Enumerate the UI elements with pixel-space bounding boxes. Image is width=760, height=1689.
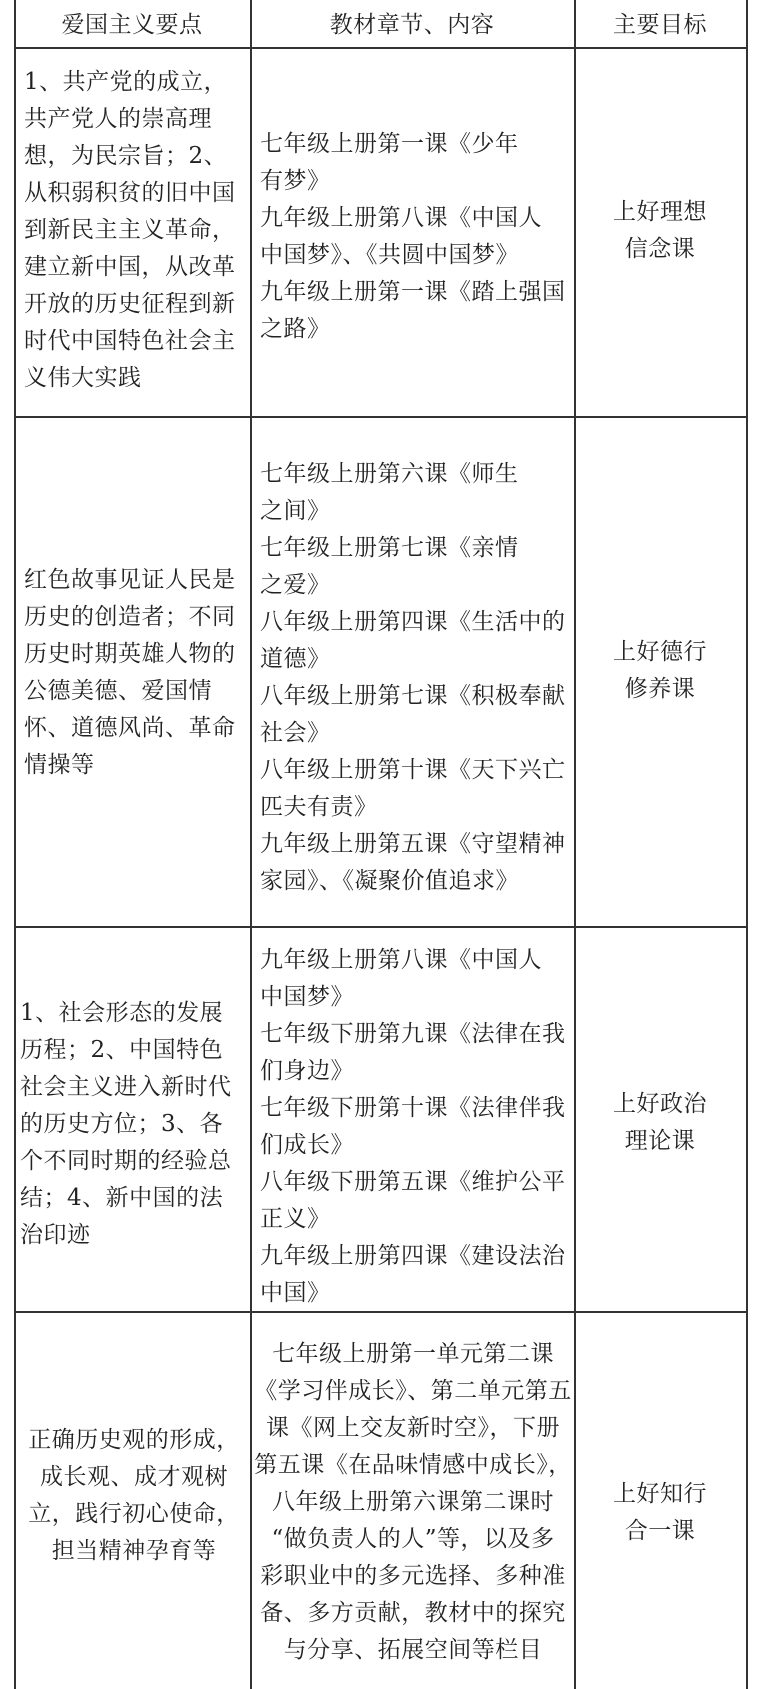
row2-chapter-cell: 七年级上册第六课《师生 之间》 七年级上册第七课《亲情 之爱》 八年级上册第四课《生活中的 道德》 八年级上册第七课《积极奉献 社会》 八年级上册第十课《天下兴亡 匹夫有责》 九年级上册第五课《守望精神 家园》、《凝聚价值追求》 <box>260 461 566 894</box>
row4-chapter-cell: 七年级上册第一单元第二课 《学习伴成长》、第二单元第五 课《网上交友新时空》，下册 第五课《在品味情感中成长》， 八年级上册第六课第二课时 “做负责人的人”等，以及多 彩职业中的多元选择、多种准 备、多方贡献，教材中的探究 与分享、拓展空间等栏目 <box>254 1341 572 1663</box>
row3-chapter-cell: 九年级上册第八课《中国人 中国梦》 七年级下册第九课《法律在我 们身边》 七年级下册第十课《法律伴我 们成长》 八年级下册第五课《维护公平 正义》 九年级上册第四课《建设法治 中国》 <box>260 947 566 1306</box>
row1-goal-cell: 上好理想 信念课 <box>613 199 707 262</box>
patriotism-table <box>14 0 747 1689</box>
row1-chapter-cell: 七年级上册第一课《少年 有梦》 九年级上册第八课《中国人 中国梦》、《共圆中国梦》 九年级上册第一课《踏上强国 之路》 <box>260 131 566 342</box>
header-divider <box>14 47 748 49</box>
row-divider-1 <box>14 416 748 418</box>
table-border-right <box>746 0 748 1689</box>
header-chapter: 教材章节、内容 <box>329 12 495 38</box>
row2-goal-cell: 上好德行 修养课 <box>613 639 707 702</box>
row4-point-cell: 正确历史观的形成， 成长观、成才观树 立，践行初心使命， 担当精神孕育等 <box>28 1427 240 1564</box>
header-goal: 主要目标 <box>613 12 707 38</box>
table-border-left <box>14 0 16 1689</box>
row-divider-2 <box>14 926 748 928</box>
row2-point-cell: 红色故事见证人民是 历史的创造者；不同 历史时期英雄人物的 公德美德、爱国情 怀、道德风尚、革命 情操等 <box>24 567 236 778</box>
row3-point-cell: 1、社会形态的发展 历程；2、中国特色 社会主义进入新时代 的历史方位；3、各 个不同时期的经验总 结；4、新中国的法 治印迹 <box>20 1000 232 1248</box>
row4-goal-cell: 上好知行 合一课 <box>613 1481 707 1544</box>
row3-goal-cell: 上好政治 理论课 <box>613 1091 707 1154</box>
row1-point-cell: 1、共产党的成立， 共产党人的崇高理 想，为民宗旨；2、 从积弱积贫的旧中国 到新民主主义革命， 建立新中国，从改革 开放的历史征程到新 时代中国特色社会主 义伟大实践 <box>24 69 236 391</box>
header-point: 爱国主义要点 <box>61 12 203 38</box>
